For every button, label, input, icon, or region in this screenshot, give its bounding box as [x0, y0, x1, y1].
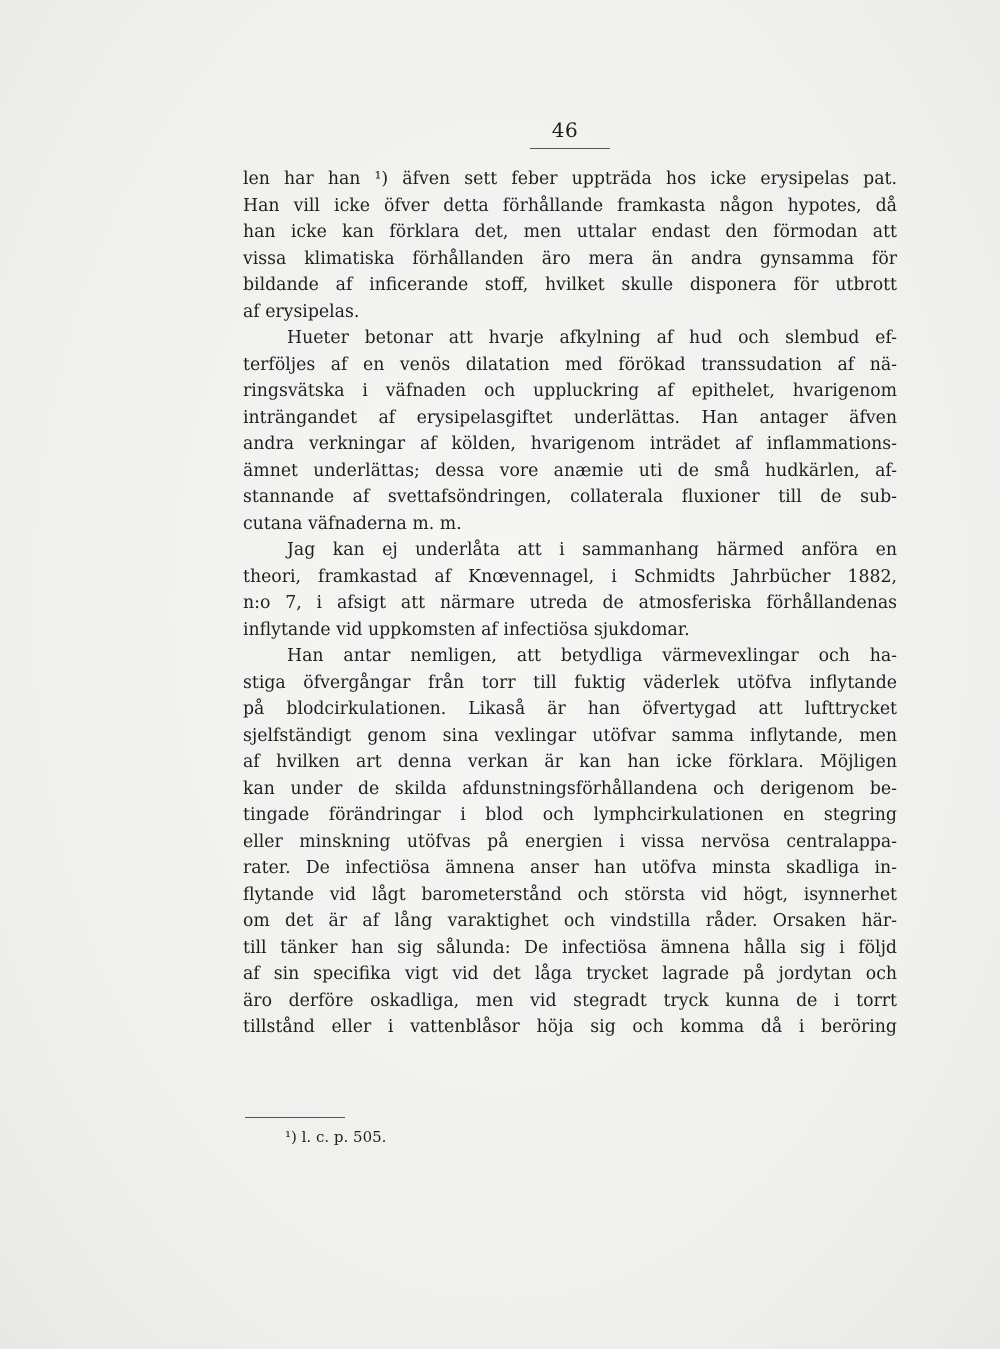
footnote: ¹) l. c. p. 505.: [285, 1128, 387, 1146]
text-line: theori, framkastad af Knœvennagel, i Schmidts Jahrbücher 1882,: [243, 566, 897, 587]
text-line: ämnet underlättas; dessa vore anæmie uti de små hudkärlen, af-: [243, 460, 897, 481]
text-line: han icke kan förklara det, men uttalar endast den förmodan att: [243, 222, 897, 242]
text-line: Hueter betonar att hvarje afkylning af hud och slembud ef-: [287, 328, 897, 348]
text-line: om det är af lång varaktighet och vindstilla råder. Orsaken här-: [243, 911, 897, 931]
text-line: Han vill icke öfver detta förhållande framkasta någon hypotes, då: [243, 195, 897, 216]
text-line: rater. De infectiösa ämnena anser han utöfva minsta skadliga in-: [243, 858, 897, 878]
text-line: Jag kan ej underlåta att i sammanhang härmed anföra en: [287, 540, 897, 560]
footnote-rule: [245, 1117, 345, 1118]
text-line: inflytande vid uppkomsten af infectiösa sjukdomar.: [243, 619, 690, 640]
page-number: 46: [551, 118, 579, 142]
text-line: andra verkningar af kölden, hvarigenom inträdet af inflammations-: [243, 434, 897, 454]
text-line: terföljes af en venös dilatation med förökad transsudation af nä-: [243, 354, 897, 375]
body-text: [243, 166, 897, 1041]
paragraph-1: [243, 166, 897, 325]
page-number-rule: [530, 148, 610, 149]
text-line: n:o 7, i afsigt att närmare utreda de atmosferiska förhållandenas: [243, 593, 897, 613]
text-line: bildande af inficerande stoff, hvilket skulle disponera för utbrott: [243, 275, 897, 295]
paragraph-3: [243, 537, 897, 643]
text-line: cutana väfnaderna m. m.: [243, 513, 462, 534]
text-line: af hvilken art denna verkan är kan han icke förklara. Möjligen: [243, 752, 897, 772]
text-line: Han antar nemligen, att betydliga värmevexlingar och ha-: [287, 646, 897, 666]
text-line: till tänker han sig sålunda: De infectiösa ämnena hålla sig i följd: [243, 937, 897, 958]
text-line: tillstånd eller i vattenblåsor höja sig och komma då i beröring: [243, 1017, 897, 1037]
paragraph-2: [243, 325, 897, 537]
text-line: flytande vid lågt barometerstånd och största vid högt, isynnerhet: [243, 884, 897, 905]
paragraph-4: [243, 643, 897, 1041]
text-line: äro derföre oskadliga, men vid stegradt tryck kunna de i torrt: [243, 990, 897, 1011]
text-line: tingade förändringar i blod och lymphcirkulationen en stegring: [243, 805, 897, 825]
text-line: stiga öfvergångar från torr till fuktig väderlek utöfva inflytande: [243, 672, 897, 693]
text-line: af erysipelas.: [243, 301, 360, 322]
text-line: på blodcirkulationen. Likaså är han öfvertygad att lufttrycket: [243, 699, 897, 719]
text-line: eller minskning utöfvas på energien i vissa nervösa centralappa-: [243, 831, 897, 852]
text-line: len har han ¹) äfven sett feber uppträda hos icke erysipelas pat.: [243, 169, 897, 189]
text-line: kan under de skilda afdunstningsförhållandena och derigenom be-: [243, 778, 897, 799]
text-line: vissa klimatiska förhållanden äro mera än andra gynsamma för: [243, 248, 897, 269]
text-line: af sin specifika vigt vid det låga trycket lagrade på jordytan och: [243, 964, 897, 984]
text-line: stannande af svettafsöndringen, collaterala fluxioner till de sub-: [243, 487, 897, 507]
text-line: inträngandet af erysipelasgiftet underlättas. Han antager äfven: [243, 407, 897, 428]
text-line: sjelfständigt genom sina vexlingar utöfvar samma inflytande, men: [243, 725, 897, 746]
text-line: ringsvätska i väfnaden och uppluckring af epithelet, hvarigenom: [243, 381, 897, 401]
